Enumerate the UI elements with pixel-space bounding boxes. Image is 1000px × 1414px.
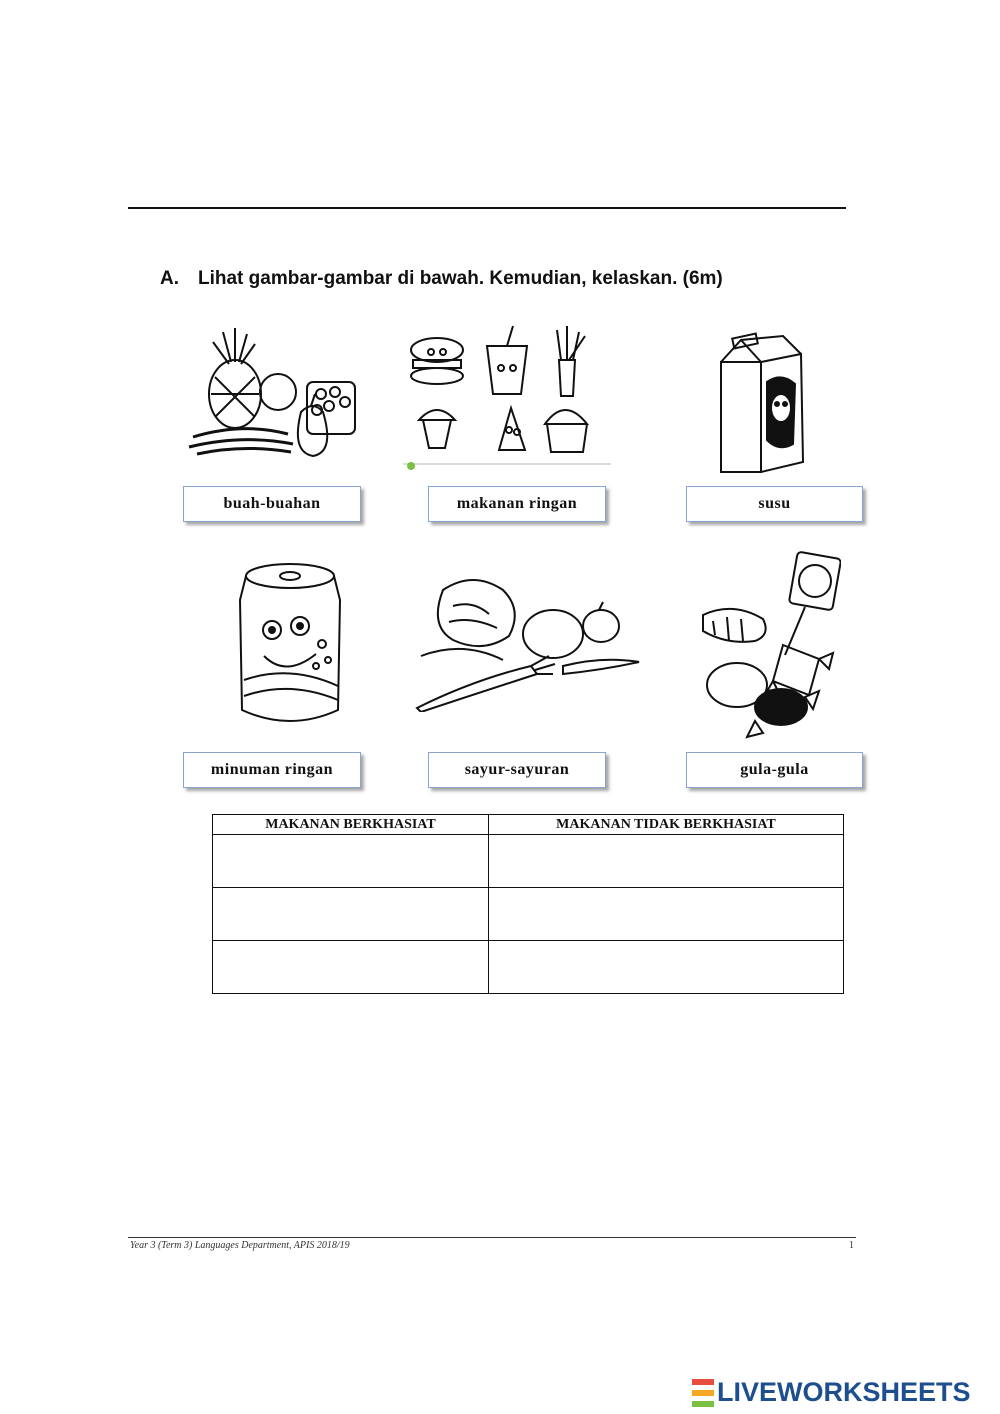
label-card-1[interactable] (183, 486, 361, 522)
label-text-3: susu (758, 495, 791, 512)
drop-zone-healthy-1[interactable] (213, 835, 489, 888)
header-unhealthy-food: MAKANAN TIDAK BERKHASIAT (488, 815, 843, 835)
brand-name: LIVEWORKSHEETS (717, 1377, 971, 1407)
label-card-2[interactable] (428, 486, 606, 522)
drop-zone-unhealthy-1[interactable] (488, 835, 843, 888)
drop-zone-unhealthy-2[interactable] (488, 888, 843, 941)
header-healthy-food: MAKANAN BERKHASIAT (213, 815, 489, 835)
label-text-2: makanan ringan (456, 495, 578, 512)
label-text-6: gula-gula (740, 761, 809, 778)
soda-can-icon (230, 560, 362, 732)
candy-icon (693, 545, 841, 741)
section-instruction: Lihat gambar-gambar di bawah. Kemudian, kelaskan. (6m) (198, 268, 723, 289)
label-card-5[interactable] (428, 752, 606, 788)
table-row (213, 941, 844, 994)
liveworksheets-logo-icon (692, 1379, 714, 1407)
label-card-6[interactable] (686, 752, 863, 788)
drop-zone-unhealthy-3[interactable] (488, 941, 843, 994)
section-heading (160, 268, 723, 290)
vegetables-icon (413, 570, 645, 712)
milk-carton-icon (711, 332, 815, 477)
top-divider (128, 207, 846, 209)
footer-text: Year 3 (Term 3) Languages Department, APIS 2018/19 (130, 1240, 350, 1251)
label-card-3[interactable] (686, 486, 863, 522)
table-header-row (213, 815, 844, 835)
label-text-5: sayur-sayuran (464, 761, 570, 778)
footer-divider (128, 1237, 856, 1238)
snacks-icon (399, 320, 615, 472)
table-row (213, 888, 844, 941)
table-row (213, 835, 844, 888)
label-text-4: minuman ringan (210, 761, 334, 778)
fruits-icon (183, 322, 361, 460)
section-number: A. (160, 268, 179, 289)
drop-zone-healthy-2[interactable] (213, 888, 489, 941)
liveworksheets-brand[interactable] (692, 1377, 971, 1408)
classification-table (212, 814, 844, 994)
drop-zone-healthy-3[interactable] (213, 941, 489, 994)
page-number: 1 (849, 1240, 854, 1251)
label-card-4[interactable] (183, 752, 361, 788)
label-text-1: buah-buahan (223, 495, 321, 512)
